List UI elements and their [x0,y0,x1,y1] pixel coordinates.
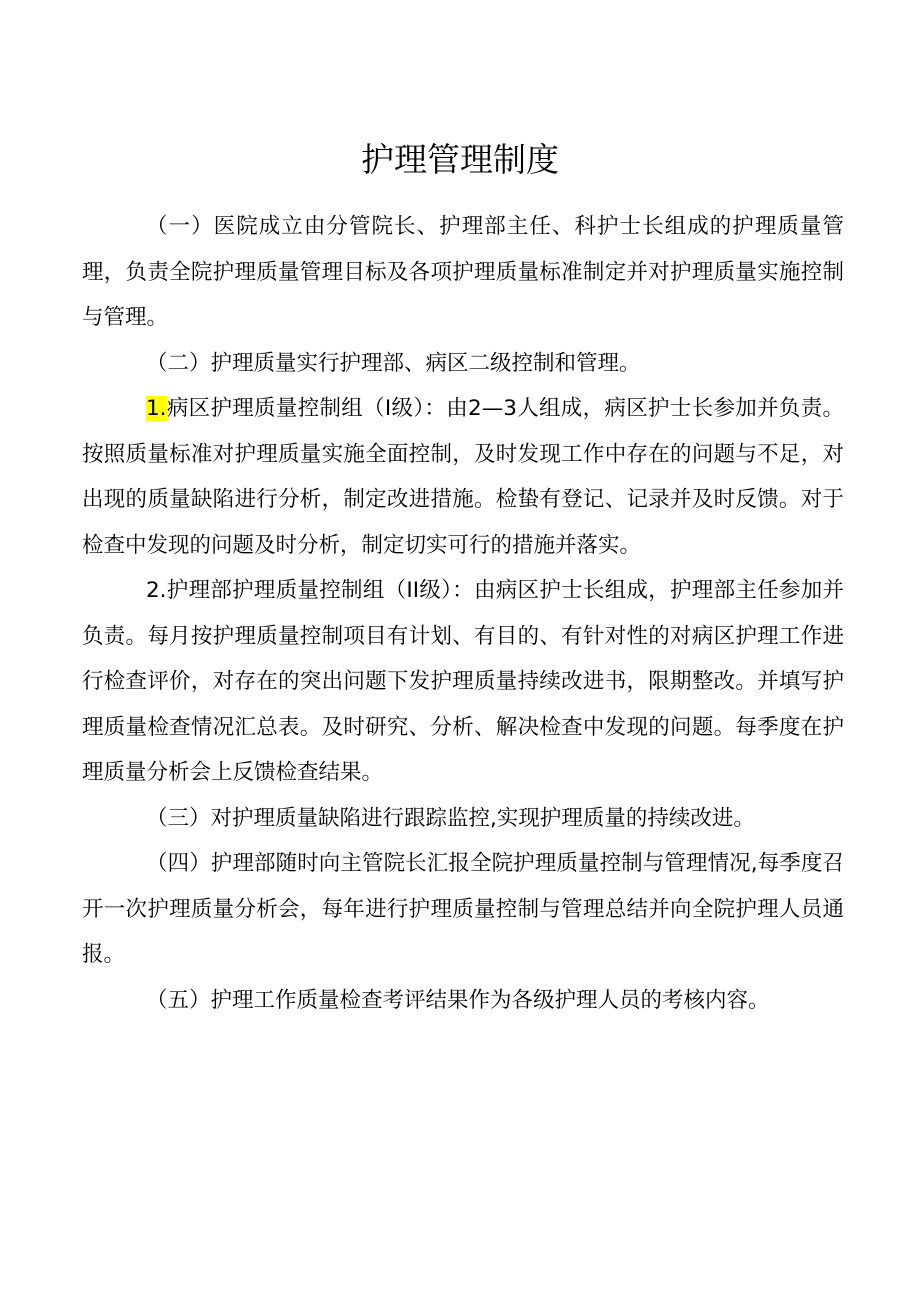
paragraph-6: （四）护理部随时向主管院长汇报全院护理质量控制与管理情况,每季度召开一次护理质量分析会，每年进行护理质量控制与管理总结并向全院护理人员通报。 [82,851,844,967]
paragraph-7: （五）护理工作质量检查考评结果作为各级护理人员的考核内容。 [146,987,770,1013]
paragraph-3-text: 病区护理质量控制组（I级）：由2—3人组成，病区护士长参加并负责。按照质量标准对护理质量实施全面控制，及时发现工作中存在的问题与不足，对出现的质量缺陷进行分析，制定改进措施。检蛰有登记、记录并及时反馈。对于检查中发现的问题及时分析，制定切实可行的措施并落实。 [82,396,844,558]
paragraph-5: （三）对护理质量缺陷进行跟踪监控,实现护理质量的持续改进。 [146,805,755,831]
document-body [82,204,844,1023]
highlighted-number: 1. [146,396,167,421]
paragraph-1: （一）医院成立由分管院长、护理部主任、科护士长组成的护理质量管理，负责全院护理质量管理目标及各项护理质量标准制定并对护理质量实施控制与管理。 [82,214,844,330]
paragraph-2: （二）护理质量实行护理部、病区二级控制和管理。 [146,350,641,376]
paragraph-4: 2.护理部护理质量控制组（II级）：由病区护士长组成，护理部主任参加并负责。每月按护理质量控制项目有计划、有目的、有针对性的对病区护理工作进行检查评价，对存在的突出问题下发护理质量持续改进书，限期整改。并填写护理质量检查情况汇总表。及时研究、分析、解决检查中发现的问题。每季度在护理质量分析会上反馈检查结果。 [82,578,844,785]
document-title: 护理管理制度 [361,140,559,179]
paragraph-3 [82,386,844,568]
